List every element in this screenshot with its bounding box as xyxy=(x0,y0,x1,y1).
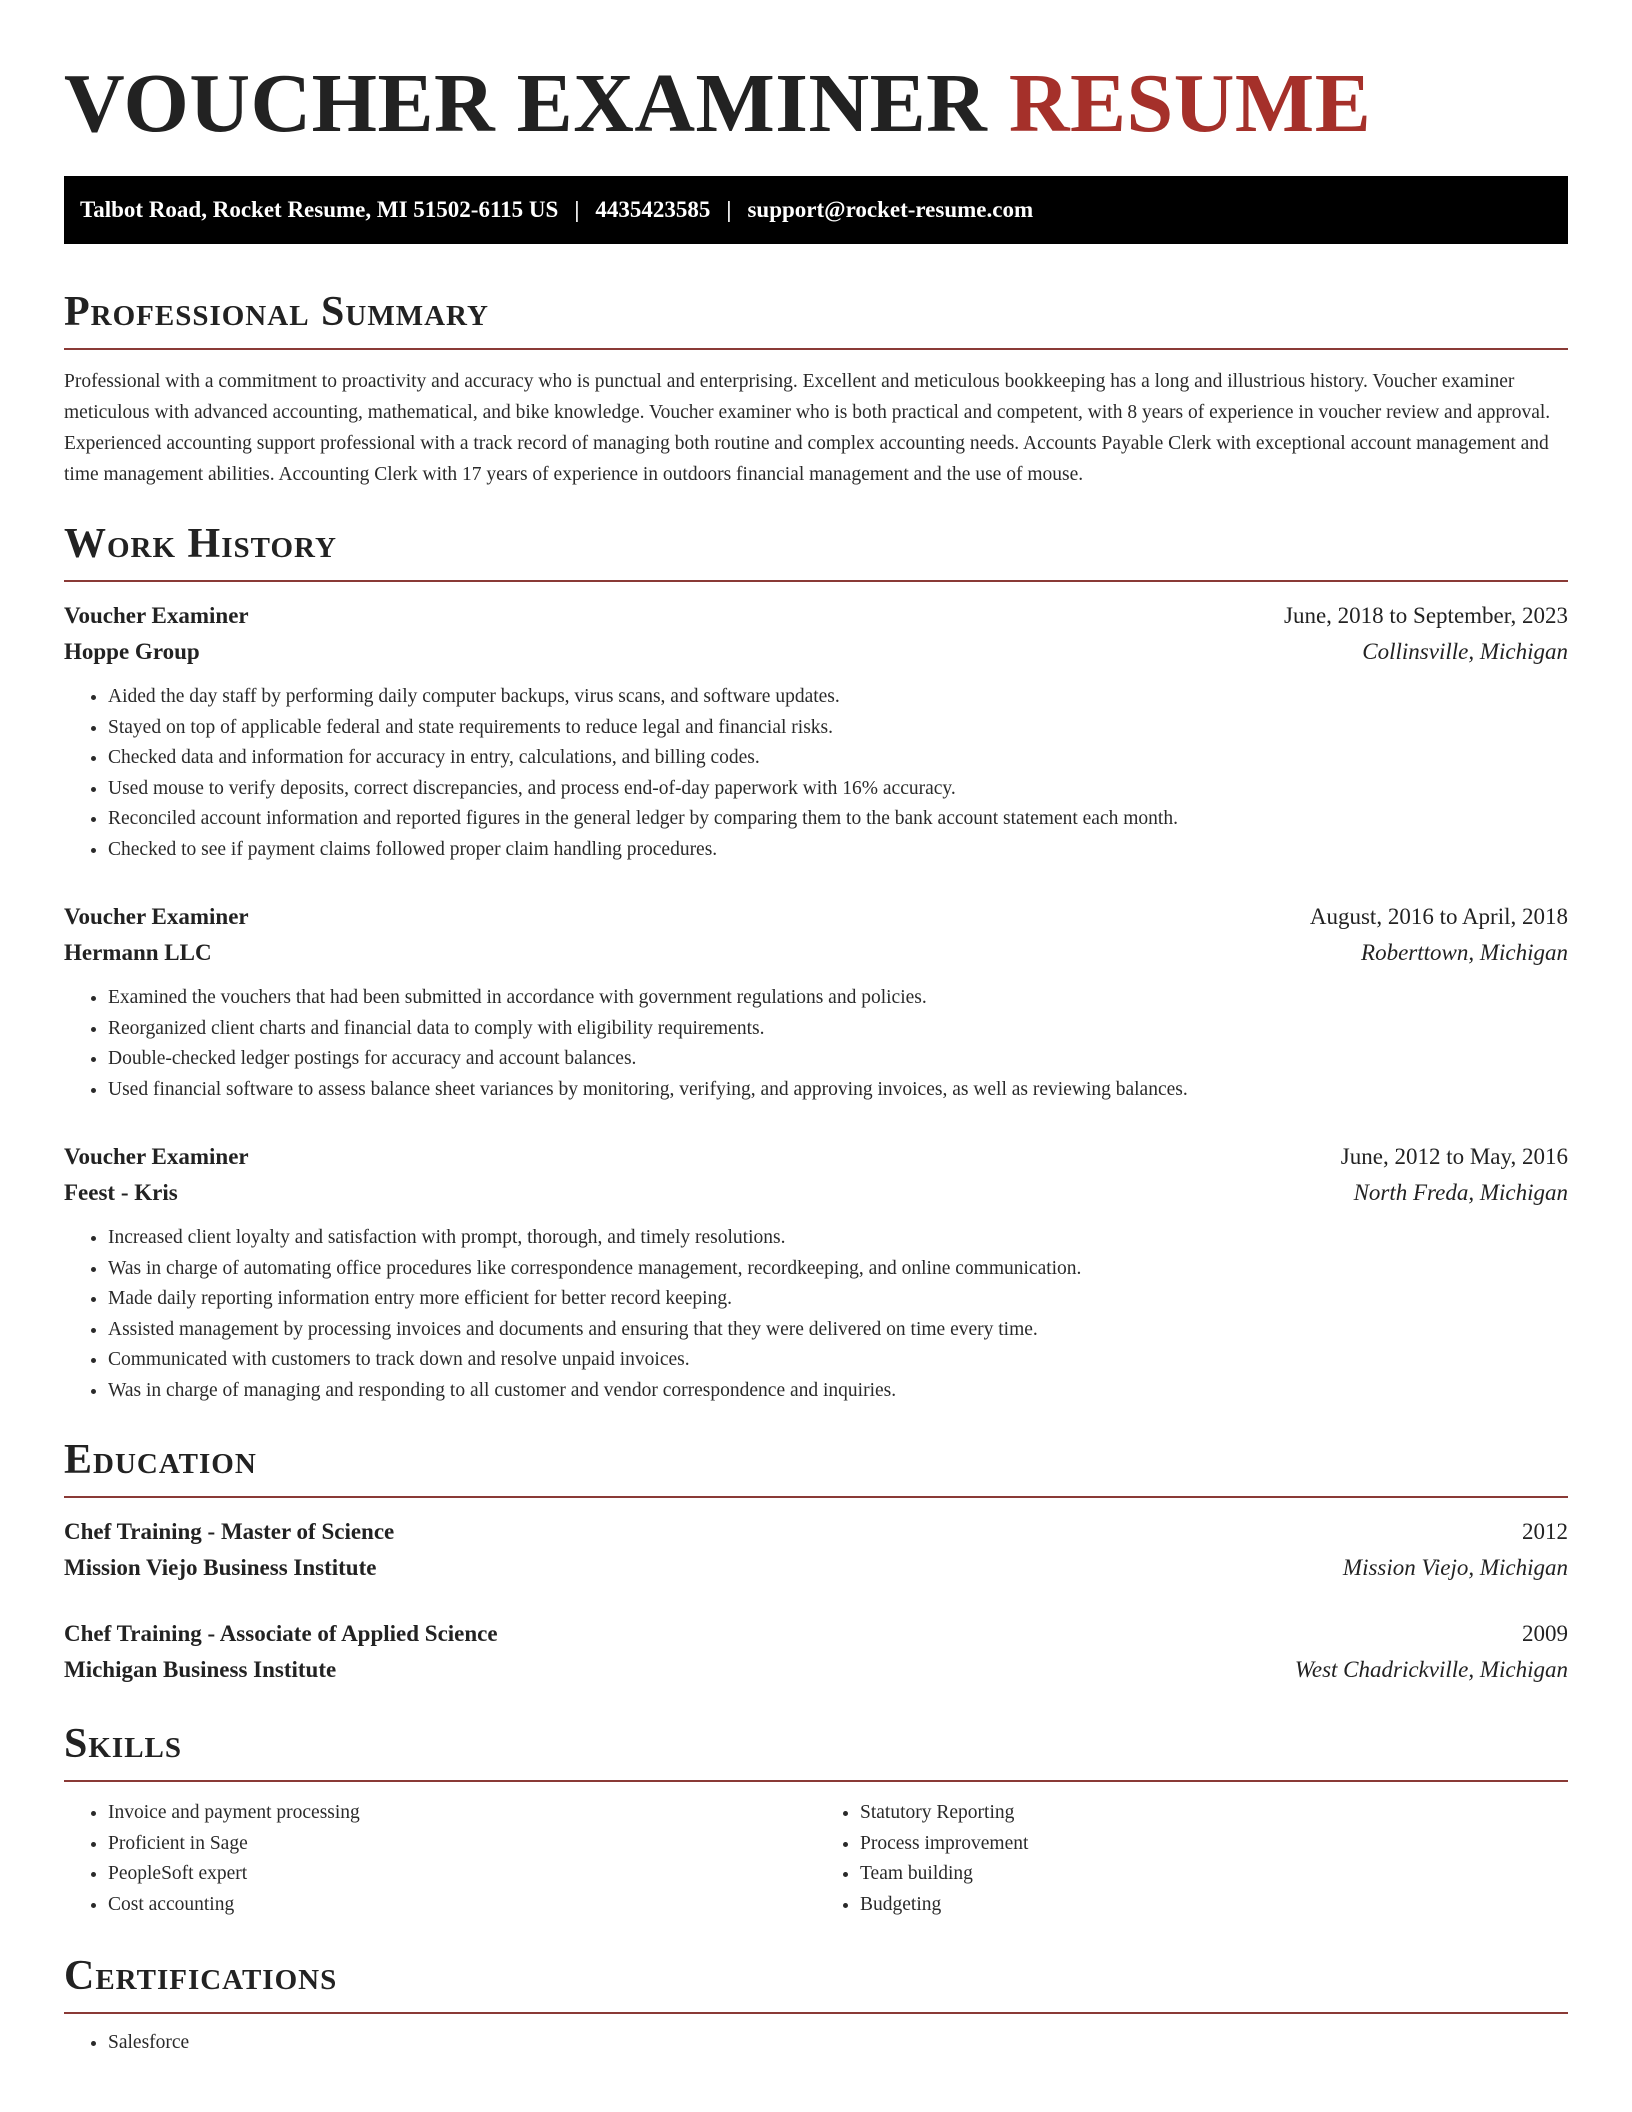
section-heading-certifications: Certifications xyxy=(64,1950,1568,2014)
skills-column-left xyxy=(64,1798,816,1920)
skill-item: • Budgeting xyxy=(860,1890,1568,1921)
job-location: North Freda, Michigan xyxy=(1353,1180,1568,1205)
job-company: Hermann LLC xyxy=(64,940,212,965)
job-dates: August, 2016 to April, 2018 xyxy=(1309,904,1568,929)
job-bullet: • Stayed on top of applicable federal and state requirements to reduce legal and financial risks. xyxy=(108,713,1568,744)
job-title: Voucher Examiner xyxy=(64,904,249,929)
education-school: Mission Viejo Business Institute xyxy=(64,1555,377,1580)
title-main: VOUCHER EXAMINER xyxy=(64,57,988,150)
contact-address: Talbot Road, Rocket Resume, MI 51502-6115 US xyxy=(80,197,559,222)
job-bullet: • Reconciled account information and reported figures in the general ledger by comparing them to the bank account statement each month. xyxy=(108,804,1568,835)
job-bullet: • Made daily reporting information entry more efficient for better record keeping. xyxy=(108,1284,1568,1315)
education-year: 2012 xyxy=(1522,1519,1568,1544)
certifications-list xyxy=(64,2028,1568,2059)
certification-item: • Salesforce xyxy=(108,2028,1568,2059)
title-accent: RESUME xyxy=(1008,57,1372,150)
section-heading-skills: Skills xyxy=(64,1718,1568,1782)
skill-item: • Statutory Reporting xyxy=(860,1798,1568,1829)
job-location: Collinsville, Michigan xyxy=(1362,639,1568,664)
education-year: 2009 xyxy=(1522,1621,1568,1646)
contact-separator: | xyxy=(574,197,580,222)
job-location: Roberttown, Michigan xyxy=(1361,940,1568,965)
job-bullet: • Communicated with customers to track down and resolve unpaid invoices. xyxy=(108,1345,1568,1376)
education-location: West Chadrickville, Michigan xyxy=(1294,1657,1568,1682)
skill-item: • Cost accounting xyxy=(108,1890,816,1921)
job-bullets xyxy=(64,1223,1568,1406)
section-heading-work-history: Work History xyxy=(64,518,1568,582)
education-entry xyxy=(64,1616,1568,1688)
job-entry xyxy=(64,1139,1568,1406)
job-bullet: • Reorganized client charts and financial data to comply with eligibility requirements. xyxy=(108,1014,1568,1045)
contact-bar xyxy=(64,176,1568,244)
skill-item: • Proficient in Sage xyxy=(108,1829,816,1860)
job-bullet: • Used mouse to verify deposits, correct discrepancies, and process end-of-day paperwork with 16% accuracy. xyxy=(108,774,1568,805)
summary-text: Professional with a commitment to proactivity and accuracy who is punctual and enterprising. Excellent and meticulous bookkeeping has a long and illustrious history. Voucher examiner meticulous with advanced accounting, mathematical, and bike knowledge. Voucher examiner who is both practical and competent, with 8 years of experience in voucher review and approval. Experienced accounting support professional with a track record of managing both routine and complex accounting needs. Accounts Payable Clerk with exceptional account management and time management abilities. Accounting Clerk with 17 years of experience in outdoors financial management and the use of mouse. xyxy=(64,371,1551,485)
job-title: Voucher Examiner xyxy=(64,603,249,628)
education-degree: Chef Training - Master of Science xyxy=(64,1519,395,1544)
job-bullet: • Checked to see if payment claims followed proper claim handling procedures. xyxy=(108,835,1568,866)
skills-column-right xyxy=(816,1798,1568,1920)
job-entry xyxy=(64,598,1568,865)
skill-item: • Process improvement xyxy=(860,1829,1568,1860)
contact-phone: 4435423585 xyxy=(595,197,711,222)
skill-item: • Invoice and payment processing xyxy=(108,1798,816,1829)
job-entry xyxy=(64,899,1568,1105)
skills-grid xyxy=(64,1798,1568,1920)
job-bullet: • Increased client loyalty and satisfaction with prompt, thorough, and timely resolutions. xyxy=(108,1223,1568,1254)
education-location: Mission Viejo, Michigan xyxy=(1342,1555,1568,1580)
education-degree: Chef Training - Associate of Applied Science xyxy=(64,1621,498,1646)
job-bullet: • Used financial software to assess balance sheet variances by monitoring, verifying, and approving invoices, as well as reviewing balances. xyxy=(108,1075,1568,1106)
job-bullet: • Aided the day staff by performing daily computer backups, virus scans, and software updates. xyxy=(108,682,1568,713)
job-bullet: • Checked data and information for accuracy in entry, calculations, and billing codes. xyxy=(108,743,1568,774)
job-bullet: • Assisted management by processing invoices and documents and ensuring that they were delivered on time every time. xyxy=(108,1315,1568,1346)
job-bullet: • Examined the vouchers that had been submitted in accordance with government regulations and policies. xyxy=(108,983,1568,1014)
job-bullets xyxy=(64,983,1568,1105)
contact-separator: | xyxy=(726,197,732,222)
job-dates: June, 2012 to May, 2016 xyxy=(1340,1144,1568,1169)
job-bullets xyxy=(64,682,1568,865)
job-title: Voucher Examiner xyxy=(64,1144,249,1169)
section-heading-education: Education xyxy=(64,1434,1568,1498)
resume-title xyxy=(64,0,1568,152)
resume-page xyxy=(64,0,1568,2059)
job-bullet: • Was in charge of managing and responding to all customer and vendor correspondence and inquiries. xyxy=(108,1376,1568,1407)
contact-email: support@rocket-resume.com xyxy=(747,197,1034,222)
job-bullet: • Double-checked ledger postings for accuracy and account balances. xyxy=(108,1044,1568,1075)
job-bullet: • Was in charge of automating office procedures like correspondence management, recordkeeping, and online communication. xyxy=(108,1254,1568,1285)
section-heading-summary: Professional Summary xyxy=(64,286,1568,350)
job-company: Hoppe Group xyxy=(64,639,200,664)
skill-item: • PeopleSoft expert xyxy=(108,1859,816,1890)
job-company: Feest - Kris xyxy=(64,1180,178,1205)
skill-item: • Team building xyxy=(860,1859,1568,1890)
education-school: Michigan Business Institute xyxy=(64,1657,337,1682)
job-dates: June, 2018 to September, 2023 xyxy=(1284,603,1568,628)
education-entry xyxy=(64,1514,1568,1586)
